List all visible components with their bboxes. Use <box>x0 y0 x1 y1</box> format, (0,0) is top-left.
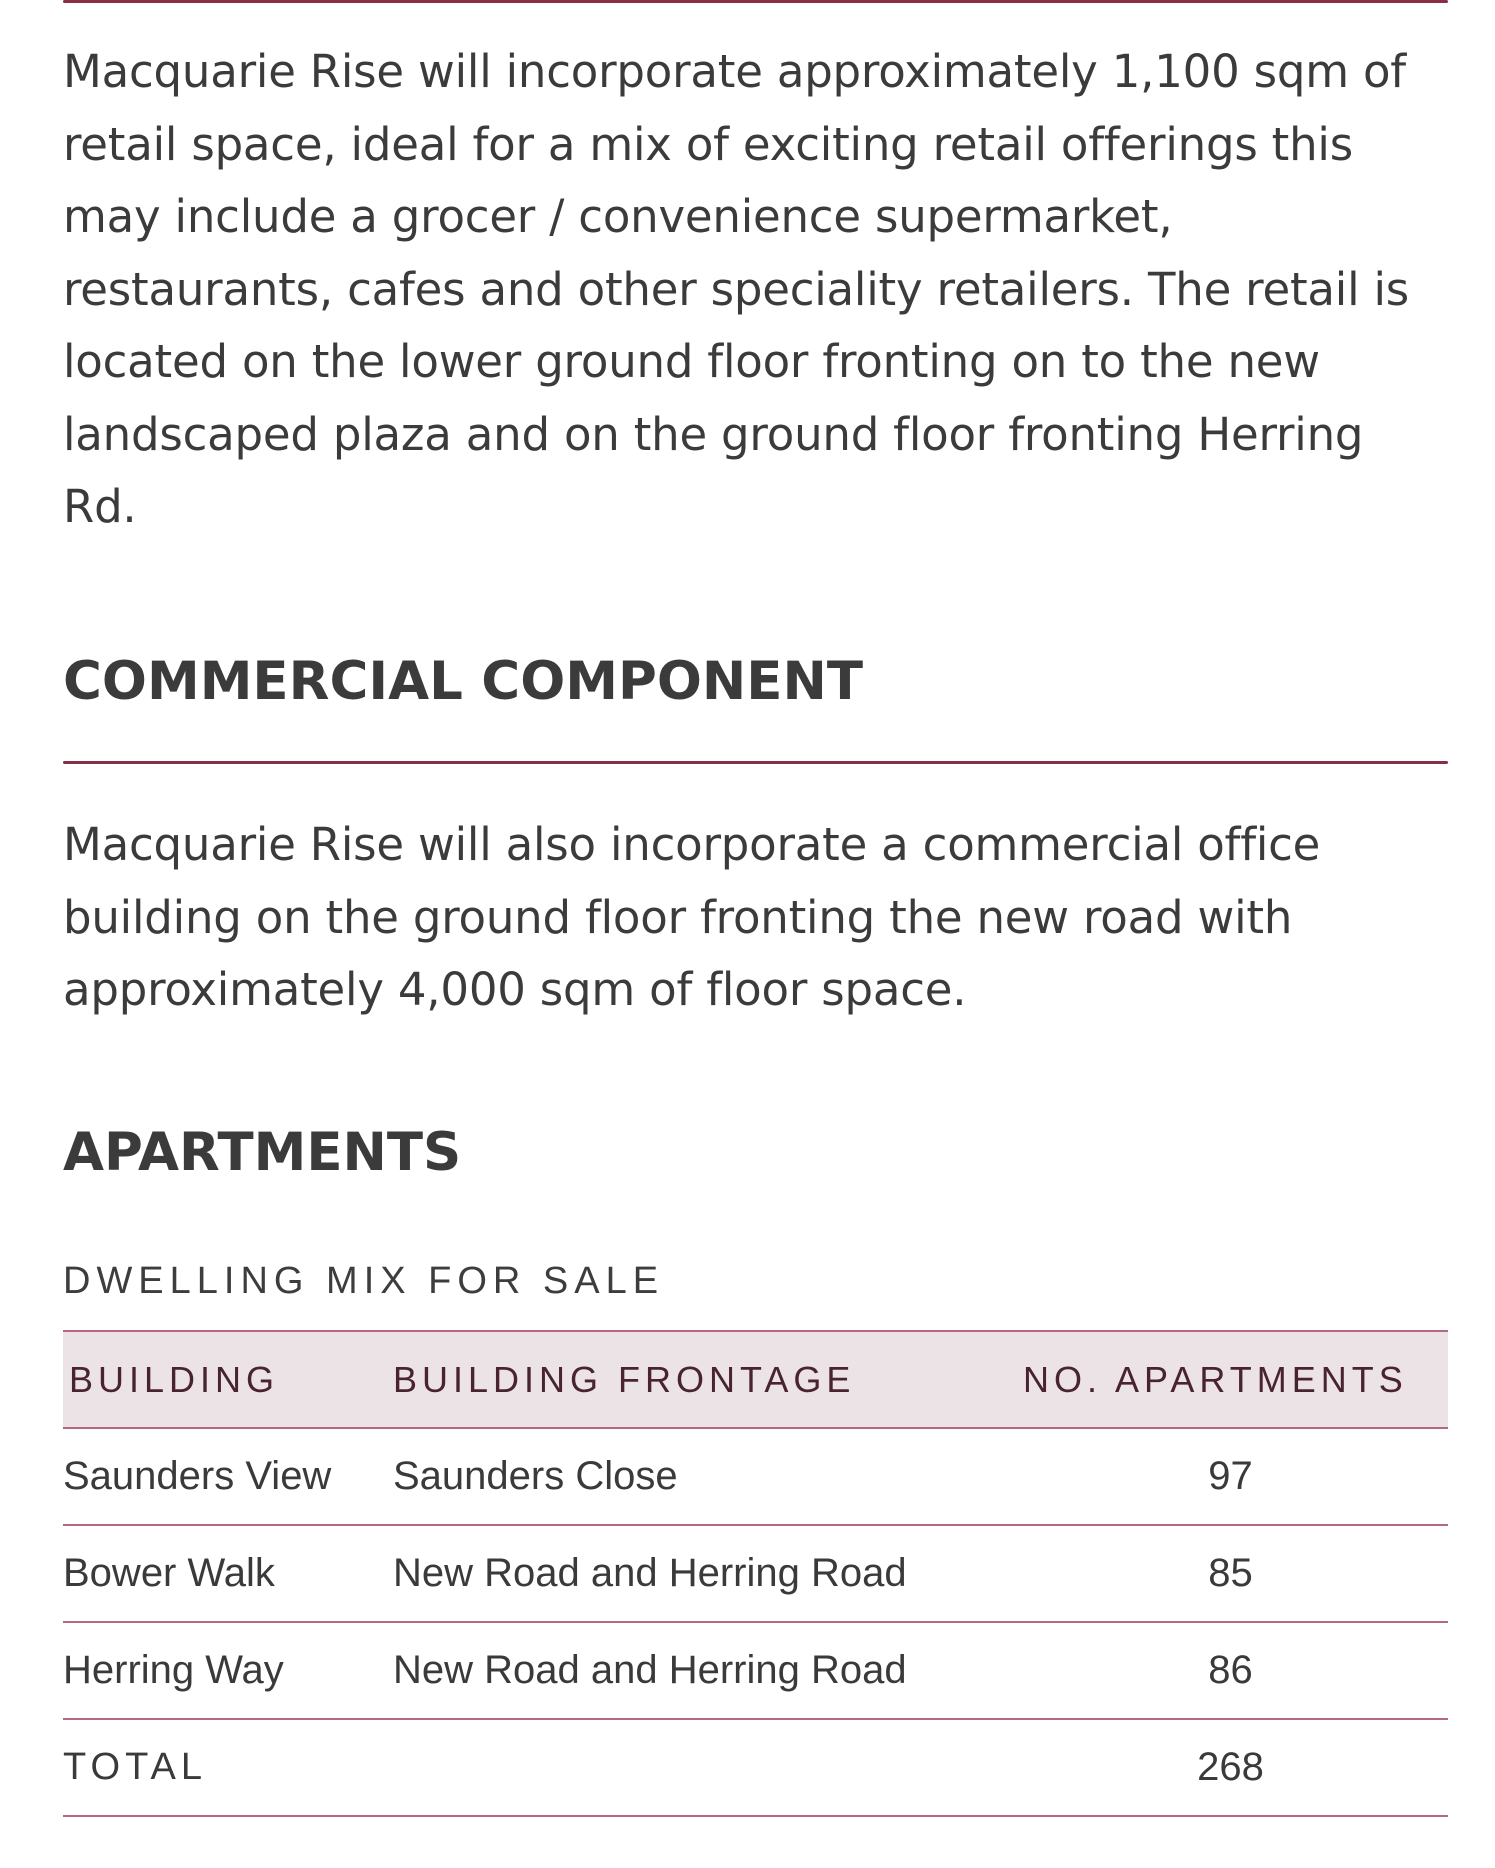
section-divider-top <box>63 0 1448 3</box>
apartments-heading: APARTMENTS <box>63 1122 462 1183</box>
frontage-cell: Saunders Close <box>393 1454 678 1498</box>
table-row <box>63 1623 1448 1720</box>
apartments-count-cell: 97 <box>1208 1454 1253 1498</box>
apartments-count-cell: 85 <box>1208 1551 1253 1595</box>
dwelling-mix-title: DWELLING MIX FOR SALE <box>63 1260 665 1302</box>
total-count: 268 <box>1197 1745 1264 1789</box>
commercial-divider <box>63 761 1448 764</box>
dwelling-mix-table <box>63 1330 1448 1817</box>
frontage-cell: New Road and Herring Road <box>393 1551 907 1595</box>
commercial-paragraph: Macquarie Rise will also incorporate a commercial office building on the ground floor fronting the new road with approximately 4,000 sqm of floor space. <box>63 818 1321 1016</box>
frontage-cell: New Road and Herring Road <box>393 1648 907 1692</box>
column-header-building: BUILDING <box>69 1358 280 1400</box>
table-row <box>63 1429 1448 1526</box>
table-total-row <box>63 1720 1448 1817</box>
retail-paragraph: Macquarie Rise will incorporate approximately 1,100 sqm of retail space, ideal for a mix of exciting retail offerings this may include a grocer / convenience supermarket, restaurants, cafes and other speciality retailers. The retail is located on the lower ground floor fronting on to the new landscaped plaza and on the ground floor fronting Herring Rd. <box>63 45 1410 533</box>
column-header-frontage: BUILDING FRONTAGE <box>393 1358 856 1400</box>
building-cell: Bower Walk <box>63 1551 275 1595</box>
column-header-apartments: NO. APARTMENTS <box>1023 1358 1408 1400</box>
table-header-row <box>63 1330 1448 1429</box>
apartments-count-cell: 86 <box>1208 1648 1253 1692</box>
building-cell: Saunders View <box>63 1454 332 1498</box>
table-row <box>63 1526 1448 1623</box>
building-cell: Herring Way <box>63 1648 284 1692</box>
commercial-heading: COMMERCIAL COMPONENT <box>63 651 863 712</box>
total-label: TOTAL <box>63 1746 207 1788</box>
